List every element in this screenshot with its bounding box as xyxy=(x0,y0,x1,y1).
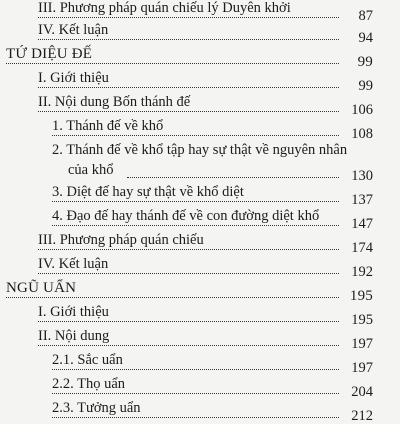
toc-entry-page: 137 xyxy=(339,192,373,208)
toc-entry-title: 2.1. Sắc uẩn xyxy=(52,352,373,368)
toc-entry-title: II. Nội dung xyxy=(38,328,373,344)
toc-entry-title-line2: của khổ xyxy=(52,162,373,178)
toc-entry xyxy=(52,376,373,400)
toc-entry xyxy=(38,94,373,118)
toc-entry-page: 87 xyxy=(339,8,373,24)
toc-entry-title: I. Giới thiệu xyxy=(38,70,373,86)
toc-chapter xyxy=(6,280,373,304)
toc-chapter-title: NGŨ UẨN xyxy=(6,280,373,296)
toc-entry-page: 99 xyxy=(339,78,373,94)
toc-entry xyxy=(38,328,373,352)
toc-entry xyxy=(52,352,373,376)
toc-entry-page: 108 xyxy=(339,126,373,142)
toc-entry xyxy=(38,304,373,328)
toc-entry xyxy=(52,184,373,208)
toc-entry-title: 3. Diệt đế hay sự thật về khổ diệt xyxy=(52,184,373,200)
toc-entry-title: I. Giới thiệu xyxy=(38,304,373,320)
toc-entry-title: IV. Kết luận xyxy=(38,256,373,272)
toc-chapter-page: 195 xyxy=(339,288,373,304)
toc-entry xyxy=(52,118,373,142)
toc-entry-page: 147 xyxy=(339,216,373,232)
toc-entry xyxy=(38,256,373,280)
toc-entry xyxy=(52,142,373,184)
toc-entry-title: IV. Kết luận xyxy=(38,22,373,38)
toc-entry-page: 197 xyxy=(339,336,373,352)
toc-entry-page: 212 xyxy=(339,408,373,424)
toc-entry-page: 174 xyxy=(339,240,373,256)
toc-entry xyxy=(38,70,373,94)
toc-entry-title: III. Phương pháp quán chiếu xyxy=(38,232,373,248)
toc-chapter-page: 99 xyxy=(339,54,373,70)
toc-entry-page: 192 xyxy=(339,264,373,280)
toc-entry-title: 1. Thánh đế về khổ xyxy=(52,118,373,134)
toc-entry-title: 2.2. Thọ uẩn xyxy=(52,376,373,392)
toc-entry-page: 204 xyxy=(339,384,373,400)
toc-entry xyxy=(52,400,373,424)
dot-leader xyxy=(127,175,339,178)
toc-entry-page: 106 xyxy=(339,102,373,118)
toc-entry-title: III. Phương pháp quán chiếu lý Duyên khởi xyxy=(38,0,373,16)
toc-entry-title: 2.3. Tưởng uẩn xyxy=(52,400,373,416)
toc-entry-title: 4. Đạo đế hay thánh đế về con đường diệt khổ xyxy=(52,208,373,224)
toc-entry xyxy=(38,22,373,46)
toc-entry xyxy=(38,0,373,24)
toc-chapter-title: TỨ DIỆU ĐẾ xyxy=(6,46,373,62)
toc-entry-page: 130 xyxy=(339,168,373,184)
toc-entry-title xyxy=(52,142,373,178)
toc-chapter xyxy=(6,46,373,70)
toc-entry-page: 197 xyxy=(339,360,373,376)
toc-entry-page: 195 xyxy=(339,312,373,328)
toc-entry-page: 94 xyxy=(339,30,373,46)
toc-entry-title: II. Nội dung Bốn thánh đế xyxy=(38,94,373,110)
toc-entry xyxy=(52,208,373,232)
toc-entry-title-line1: 2. Thánh đế về khổ tập hay sự thật về nguyên nhân xyxy=(52,142,348,158)
toc-entry xyxy=(38,232,373,256)
